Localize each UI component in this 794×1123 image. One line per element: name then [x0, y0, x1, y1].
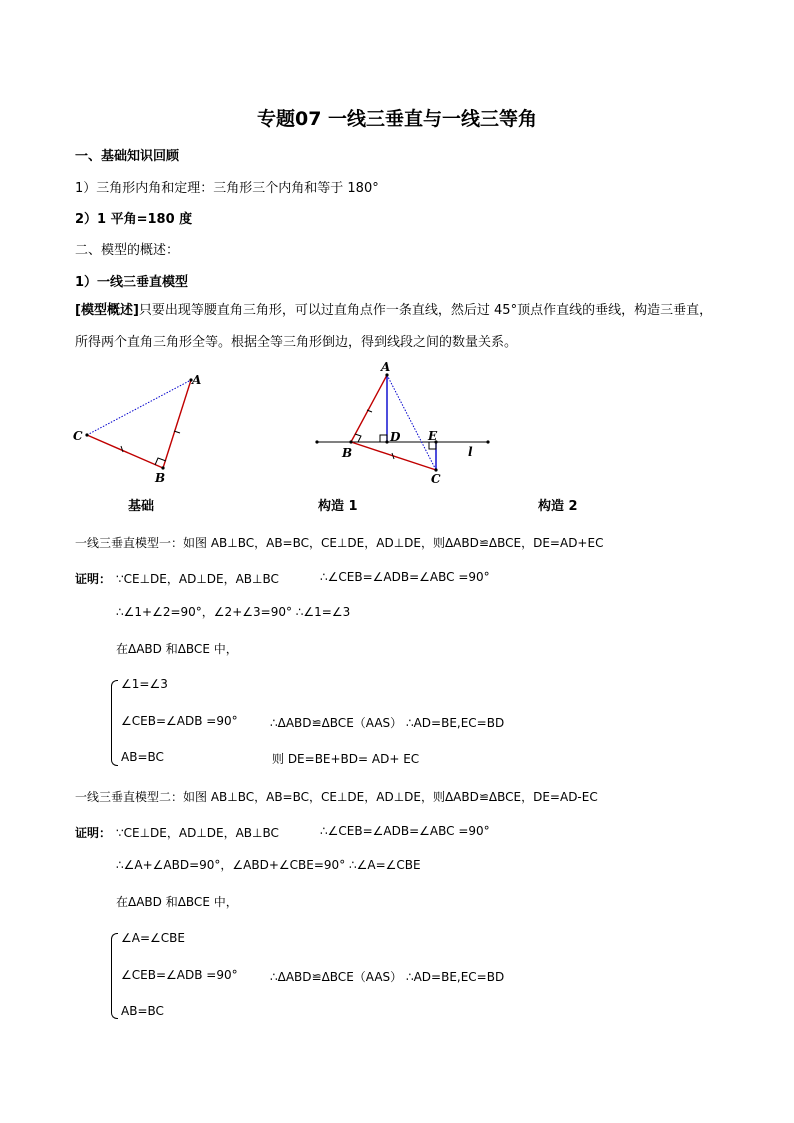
model-overview-paragraph [75, 295, 725, 359]
label-c: C [431, 472, 441, 486]
model1-condition-right-angle: ∠CEB=∠ADB =90° [121, 714, 238, 728]
model1-conclusion-congruent: ∴ΔABD≌ΔBCE（AAS） ∴AD=BE,EC=BD [270, 716, 505, 730]
fact-straight-angle: 2）1 平角=180 度 [75, 212, 193, 227]
model1-proof-angles: ∴∠1+∠2=90°，∠2+∠3=90° ∴∠1=∠3 [116, 605, 351, 619]
overview-tag: [模型概述] [75, 303, 139, 318]
caption-construction-1: 构造 1 [318, 499, 358, 514]
model1-conclusion-length: 则 DE=BE+BD= AD+ EC [272, 752, 420, 766]
model1-proof-right-angles: ∴∠CEB=∠ADB=∠ABC =90° [320, 570, 490, 584]
figure-basic [60, 365, 220, 490]
model2-condition-side: AB=BC [121, 1004, 164, 1018]
model2-condition-brace [111, 933, 118, 1019]
model2-proof-right-angles: ∴∠CEB=∠ADB=∠ABC =90° [320, 824, 490, 838]
model2-proof-angles: ∴∠A+∠ABD=90°，∠ABD+∠CBE=90° ∴∠A=∠CBE [116, 858, 421, 872]
figure-construction-1 [310, 360, 500, 490]
caption-basic: 基础 [128, 499, 155, 514]
model1-proof-in-triangles: 在ΔABD 和ΔBCE 中， [116, 642, 238, 656]
model2-heading: 一线三垂直模型二：如图 AB⊥BC，AB=BC，CE⊥DE，AD⊥DE，则ΔABD≌ΔBCE，DE=AD-EC [75, 790, 598, 804]
model2-condition-angle: ∠A=∠CBE [121, 931, 185, 945]
section-heading-models: 二、模型的概述： [75, 243, 180, 258]
model1-heading: 一线三垂直模型一：如图 AB⊥BC，AB=BC，CE⊥DE，AD⊥DE，则ΔABD≌ΔBCE，DE=AD+EC [75, 536, 604, 550]
label-d: D [390, 430, 401, 444]
model2-proof-in-triangles: 在ΔABD 和ΔBCE 中， [116, 895, 238, 909]
model1-condition-side: AB=BC [121, 750, 164, 764]
overview-text: 只要出现等腰直角三角形，可以过直角点作一条直线，然后过 45°顶点作直线的垂线，构造三垂直，所得两个直角三角形全等。根据全等三角形倒边，得到线段之间的数量关系。 [75, 303, 713, 350]
label-b: B [155, 471, 166, 485]
model2-condition-right-angle: ∠CEB=∠ADB =90° [121, 968, 238, 982]
section-heading-basics: 一、基础知识回顾 [75, 149, 180, 164]
model1-condition-brace [111, 680, 118, 766]
label-a: A [192, 373, 202, 387]
fact-triangle-sum: 1）三角形内角和定理：三角形三个内角和等于 180° [75, 181, 379, 196]
subsection-heading-model: 1）一线三垂直模型 [75, 275, 189, 290]
label-c: C [73, 429, 83, 443]
label-b: B [342, 446, 353, 460]
model2-proof-given: ∵CE⊥DE，AD⊥DE，AB⊥BC [116, 826, 279, 840]
model2-conclusion-congruent: ∴ΔABD≌ΔBCE（AAS） ∴AD=BE,EC=BD [270, 970, 505, 984]
model1-proof-given: ∵CE⊥DE，AD⊥DE，AB⊥BC [116, 572, 279, 586]
label-l: l [468, 445, 473, 459]
label-e: E [428, 429, 438, 443]
model1-proof-label: 证明： [75, 572, 112, 586]
model1-condition-angle: ∠1=∠3 [121, 677, 168, 691]
page-title: 专题07 一线三垂直与一线三等角 [256, 108, 538, 130]
label-a: A [381, 360, 391, 374]
caption-construction-2: 构造 2 [538, 499, 578, 514]
model2-proof-label: 证明： [75, 826, 112, 840]
